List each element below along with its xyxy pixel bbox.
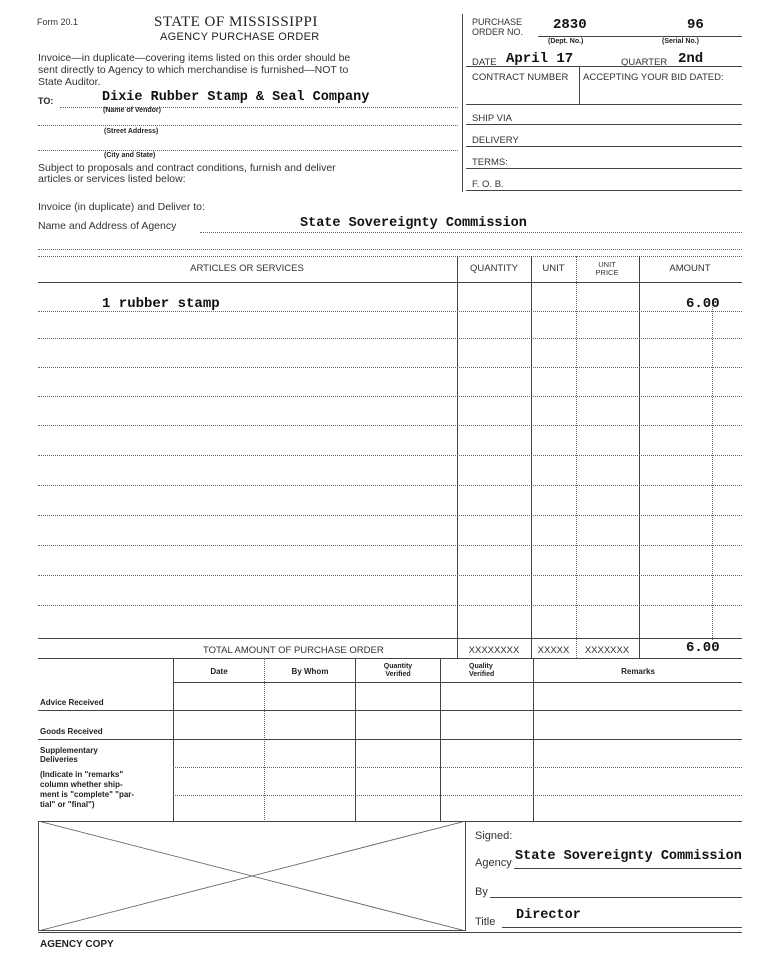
instructions-block — [38, 52, 350, 88]
accepting-bid-label: ACCEPTING YOUR BID DATED: — [583, 72, 724, 83]
col-date-header: Date — [210, 667, 228, 676]
goods-received-label: Goods Received — [40, 727, 103, 736]
col-remarks-header: Remarks — [621, 667, 655, 676]
agency-signature-label: Agency — [475, 857, 512, 869]
purchase-order-label: PURCHASE ORDER NO. — [472, 17, 524, 37]
col-amount-header: AMOUNT — [669, 263, 711, 274]
agency-name: State Sovereignty Commission — [300, 216, 527, 231]
form-subtitle: AGENCY PURCHASE ORDER — [160, 31, 320, 43]
contract-number-label: CONTRACT NUMBER — [472, 72, 569, 83]
total-unit-x: XXXXX — [537, 645, 570, 656]
form-number: Form 20.1 — [37, 17, 79, 27]
instructions-line: sent directly to Agency to which merchandise is furnished—NOT to — [38, 64, 349, 76]
dept-number: 2830 — [553, 17, 587, 33]
advice-received-label: Advice Received — [40, 698, 104, 707]
quarter-value: 2nd — [678, 51, 704, 67]
dept-number-label: (Dept. No.) — [548, 38, 584, 45]
title-label: Title — [475, 916, 496, 928]
date-value: April 17 — [506, 51, 574, 67]
title-value: Director — [516, 908, 581, 923]
quarter-label: QUARTER — [621, 57, 668, 68]
instructions-line: Invoice—in duplicate—covering items listed on this order should be — [38, 52, 351, 64]
cross-lines — [38, 821, 466, 931]
agency-copy-label: AGENCY COPY — [40, 939, 114, 950]
col-unit-price-header: UNIT PRICE — [595, 260, 619, 277]
vendor-name: Dixie Rubber Stamp & Seal Company — [102, 90, 370, 105]
total-quantity-x: XXXXXXXX — [468, 645, 520, 656]
supplementary-deliveries-label: Supplementary Deliveries — [40, 746, 98, 764]
total-amount: 6.00 — [686, 640, 720, 656]
instructions-line: State Auditor. — [38, 76, 101, 88]
agency-signed-value: State Sovereignty Commission — [515, 849, 742, 864]
indicate-note: (Indicate in "remarks" column whether ship- ment is "complete" "par- tial" or "final") — [40, 770, 135, 809]
date-label: DATE — [472, 57, 497, 68]
subject-line: articles or services listed below: — [38, 173, 186, 185]
item-description: 1 rubber stamp — [102, 296, 220, 312]
by-label: By — [475, 886, 488, 898]
ship-via-label: SHIP VIA — [472, 113, 512, 124]
col-quantity-header: QUANTITY — [469, 263, 519, 274]
col-quality-verified-header: Quality Verified — [469, 663, 495, 678]
signed-label: Signed: — [475, 830, 513, 842]
fob-label: F. O. B. — [472, 179, 504, 190]
col-articles-header: ARTICLES OR SERVICES — [190, 263, 304, 274]
terms-label: TERMS: — [472, 157, 508, 168]
subject-line: Subject to proposals and contract conditions, furnish and deliver — [38, 162, 336, 174]
serial-number: 96 — [687, 17, 704, 33]
col-unit-header: UNIT — [542, 263, 565, 274]
col-by-whom-header: By Whom — [291, 667, 329, 676]
form-title: STATE OF MISSISSIPPI — [154, 14, 318, 30]
invoice-deliver-label: Invoice (in duplicate) and Deliver to: — [38, 201, 205, 213]
agency-address-label: Name and Address of Agency — [38, 220, 177, 232]
serial-number-label: (Serial No.) — [662, 38, 699, 45]
street-address-label: (Street Address) — [104, 128, 159, 135]
city-state-label: (City and State) — [104, 152, 156, 159]
crossed-out-box — [38, 821, 466, 931]
total-unit-price-x: XXXXXXX — [584, 645, 630, 656]
to-label: TO: — [38, 96, 54, 106]
delivery-label: DELIVERY — [472, 135, 519, 146]
total-label: TOTAL AMOUNT OF PURCHASE ORDER — [203, 645, 384, 656]
col-quantity-verified-header: Quantity Verified — [383, 663, 413, 678]
name-of-vendor-label: (Name of Vendor) — [103, 107, 161, 114]
item-amount: 6.00 — [686, 296, 720, 312]
subject-text — [38, 163, 336, 185]
